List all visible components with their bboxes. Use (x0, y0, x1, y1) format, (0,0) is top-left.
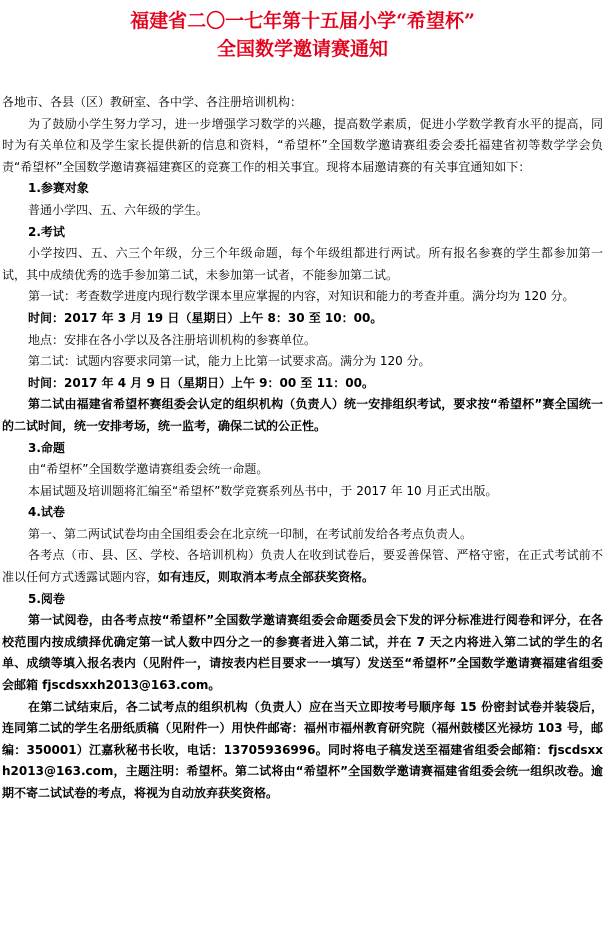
section-1-heading: 1.参赛对象 (28, 181, 89, 196)
document-title-line-2: 全国数学邀请赛通知 (216, 38, 388, 60)
section-2-paragraph-3: 第二试：试题内容要求同第一试，能力上比第一试要求高。满分为 120 分。 (28, 354, 431, 369)
section-1-text: 普通小学四、五、六年级的学生。 (28, 202, 209, 217)
second-exam-time: 时间：2017 年 4 月 9 日（星期日）上午 9：00 至 11：00。 (28, 375, 374, 390)
section-3-paragraph-1: 由“希望杯”全国数学邀请赛组委会统一命题。 (28, 462, 269, 477)
section-2-paragraph-2: 第一试：考查数学进度内现行数学课本里应掌握的内容，对知识和能力的考查并重。满分均为 120 分。 (28, 289, 575, 304)
document-title-line-1: 福建省二〇一七年第十五届小学“希望杯” (130, 10, 475, 32)
section-2-heading: 2.考试 (28, 224, 65, 239)
section-4-paragraph-2 (2, 545, 603, 588)
section-3-paragraph-2: 本届试题及培训题将汇编至“希望杯”数学竞赛系列丛书中，于 2017 年 10 月正式出版。 (28, 483, 498, 498)
first-exam-time: 时间：2017 年 3 月 19 日（星期日）上午 8：30 至 10：00。 (28, 310, 383, 325)
first-exam-place: 地点：安排在各小学以及各注册培训机构的参赛单位。 (28, 332, 317, 347)
second-exam-organization: 第二试由福建省希望杯赛组委会认定的组织机构（负责人）统一安排组织考试，要求按“希望杯”赛全国统一的二试时间，统一安排考场，统一监考，确保二试的公正性。 (2, 397, 603, 433)
intro-paragraph: 为了鼓励小学生努力学习，进一步增强学习数学的兴趣，提高数学素质，促进小学数学教育水平的提高，同时为有关单位和及学生家长提供新的信息和资料，“希望杯”全国数学邀请赛组委会委托福建省初等数学学会负责“希望杯”全国数学邀请赛福建赛区的竞赛工作的相关事宜。现将本届邀请赛的有关事宜通知如下： (2, 116, 603, 174)
section-5-heading: 5.阅卷 (28, 591, 65, 606)
section-4-paragraph-1: 第一、第二两试试卷均由全国组委会在北京统一印制，在考试前发给各考点负责人。 (28, 526, 473, 541)
document-body (2, 92, 603, 805)
disqualification-warning: 如有违反，则取消本考点全部获奖资格。 (158, 570, 375, 585)
section-4-paragraph-2-text: 各考点（市、县、区、学校、各培训机构）负责人在收到试卷后，要妥善保管、严格守密，在正式考试前不准以任何方式透露试题内容， (2, 548, 603, 585)
section-3-heading: 3.命题 (28, 440, 65, 455)
section-5-paragraph-1: 第一试阅卷，由各考点按“希望杯”全国数学邀请赛组委会命题委员会下发的评分标准进行阅卷和评分，在各校范围内按成绩择优确定第一试人数中四分之一的参赛者进入第二试，并在 7 天之内将进入第二试的学生的名单、成绩等填入报名表内（见附件一，请按表内栏目要求一一填写）发送至“希望杯”全国数学邀请赛福建省组委会邮箱 fjscdsxxh2013@163.com。 (2, 613, 603, 693)
section-2-paragraph-1: 小学按四、五、六三个年级，分三个年级命题，每个年级组都进行两试。所有报名参赛的学生都参加第一试，其中成绩优秀的选手参加第二试，未参加第一试者，不能参加第二试。 (2, 246, 603, 282)
section-5-paragraph-2: 在第二试结束后，各二试考点的组织机构（负责人）应在当天立即按考号顺序每 15 份密封试卷并装袋后，连同第二试的学生名册纸质稿（见附件一）用快件邮寄：福州市福州教育研究院（福州鼓楼区光禄坊 103 号，邮编：350001）江嘉秋秘书长收，电话：13705936996。同时将电子稿发送至福建省组委会邮箱：fjscdsxxh2013@163.com，主题注明：希望杯。第二试将由“希望杯”全国数学邀请赛福建省组委会统一组织改卷。逾期不寄二试试卷的考点，将视为自动放弃获奖资格。 (2, 699, 603, 800)
salutation: 各地市、各县（区）教研室、各中学、各注册培训机构： (2, 95, 303, 109)
section-4-heading: 4.试卷 (28, 505, 65, 520)
